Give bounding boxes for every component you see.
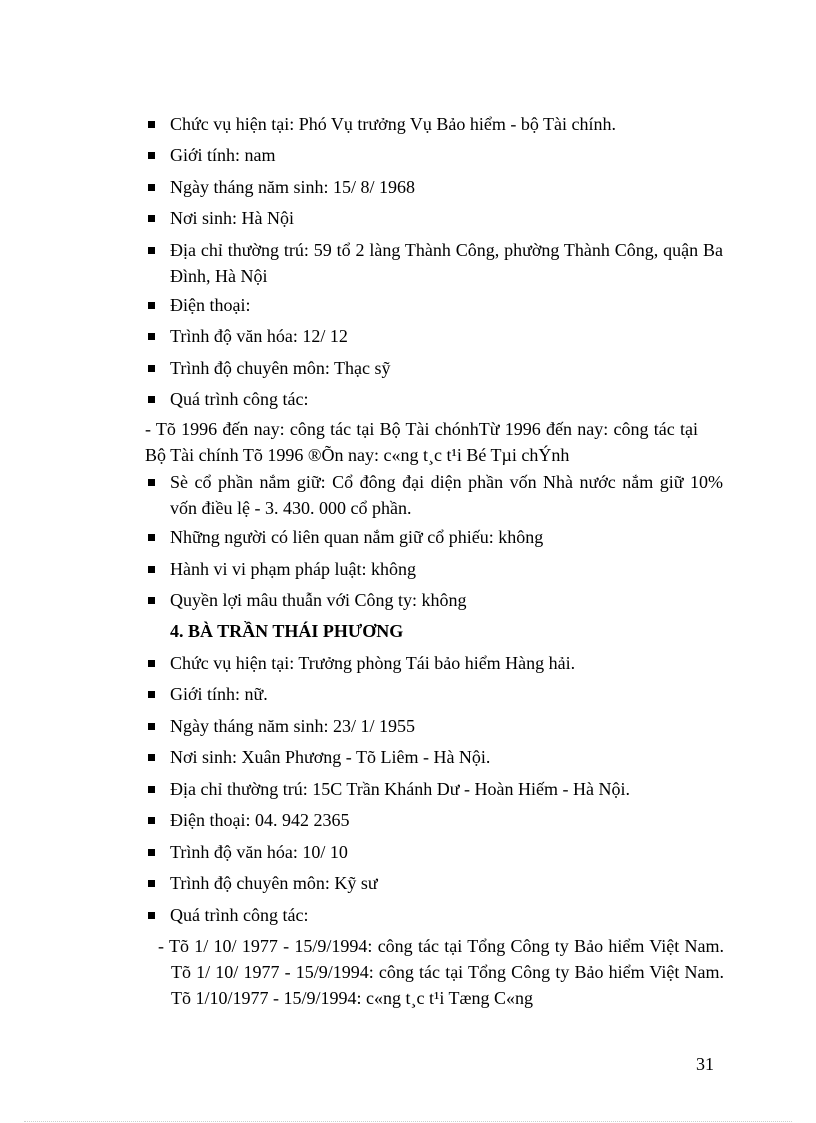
list-item-gender: Giới tính: nam	[145, 142, 723, 168]
section-heading: 4. BÀ TRẦN THÁI PHƯƠNG	[170, 621, 404, 641]
list-item-address: Địa chỉ thường trú: 15C Trần Khánh Dư - Hoàn Hiếm - Hà Nội.	[145, 776, 723, 802]
list-item-qualification: Trình độ chuyên môn: Thạc sỹ	[145, 355, 723, 381]
list-item-work-history: Quá trình công tác:	[145, 902, 723, 928]
page-bottom-border	[24, 1121, 792, 1122]
list-item-gender: Giới tính: nữ.	[145, 681, 723, 707]
list-item-address: Địa chỉ thường trú: 59 tổ 2 làng Thành Công, phường Thành Công, quận Ba Đình, Hà Nội	[145, 237, 723, 289]
list-item-birthdate: Ngày tháng năm sinh: 23/ 1/ 1955	[145, 713, 723, 739]
work-history-paragraph: - Tõ 1996 đến nay: công tác tại Bộ Tài chónhTừ 1996 đến nay: công tác tại Bộ Tài chính Tõ 1996 ®Õn nay: c«ng t¸c t¹i Bé Tµi chÝnh	[145, 419, 698, 465]
list-item-education: Trình độ văn hóa: 12/ 12	[145, 323, 723, 349]
work-history-paragraph: - Tõ 1/ 10/ 1977 - 15/9/1994: công tác tại Tổng Công ty Bảo hiểm Việt Nam. Tõ 1/ 10/ 1977 - 15/9/1994: công tác tại Tổng Công ty Bảo hiểm Việt Nam. Tõ 1/10/1977 - 15/9/1994: c«ng t¸c t¹i Tæng C«ng	[158, 936, 724, 1008]
list-item-qualification: Trình độ chuyên môn: Kỹ sư	[145, 870, 723, 896]
list-item-related-holders: Những người có liên quan nắm giữ cổ phiếu: không	[145, 524, 723, 550]
page-number: 31	[696, 1054, 714, 1074]
list-item-position: Chức vụ hiện tại: Trưởng phòng Tái bảo hiểm Hàng hải.	[145, 650, 723, 676]
list-item-violations: Hành vi vi phạm pháp luật: không	[145, 556, 723, 582]
list-item-education: Trình độ văn hóa: 10/ 10	[145, 839, 723, 865]
list-item-birthplace: Nơi sinh: Xuân Phương - Tõ Liêm - Hà Nội.	[145, 744, 723, 770]
list-item-position: Chức vụ hiện tại: Phó Vụ trưởng Vụ Bảo hiểm - bộ Tài chính.	[145, 111, 723, 137]
list-item-shares: Sè cổ phần nắm giữ: Cổ đông đại diện phần vốn Nhà nước nắm giữ 10% vốn điều lệ - 3. 430. 000 cổ phần.	[145, 469, 723, 521]
list-item-phone: Điện thoại:	[145, 292, 723, 318]
list-item-conflict: Quyền lợi mâu thuẫn với Công ty: không	[145, 587, 723, 613]
list-item-phone: Điện thoại: 04. 942 2365	[145, 807, 723, 833]
list-item-birthdate: Ngày tháng năm sinh: 15/ 8/ 1968	[145, 174, 723, 200]
list-item-work-history: Quá trình công tác:	[145, 386, 723, 412]
list-item-birthplace: Nơi sinh: Hà Nội	[145, 205, 723, 231]
